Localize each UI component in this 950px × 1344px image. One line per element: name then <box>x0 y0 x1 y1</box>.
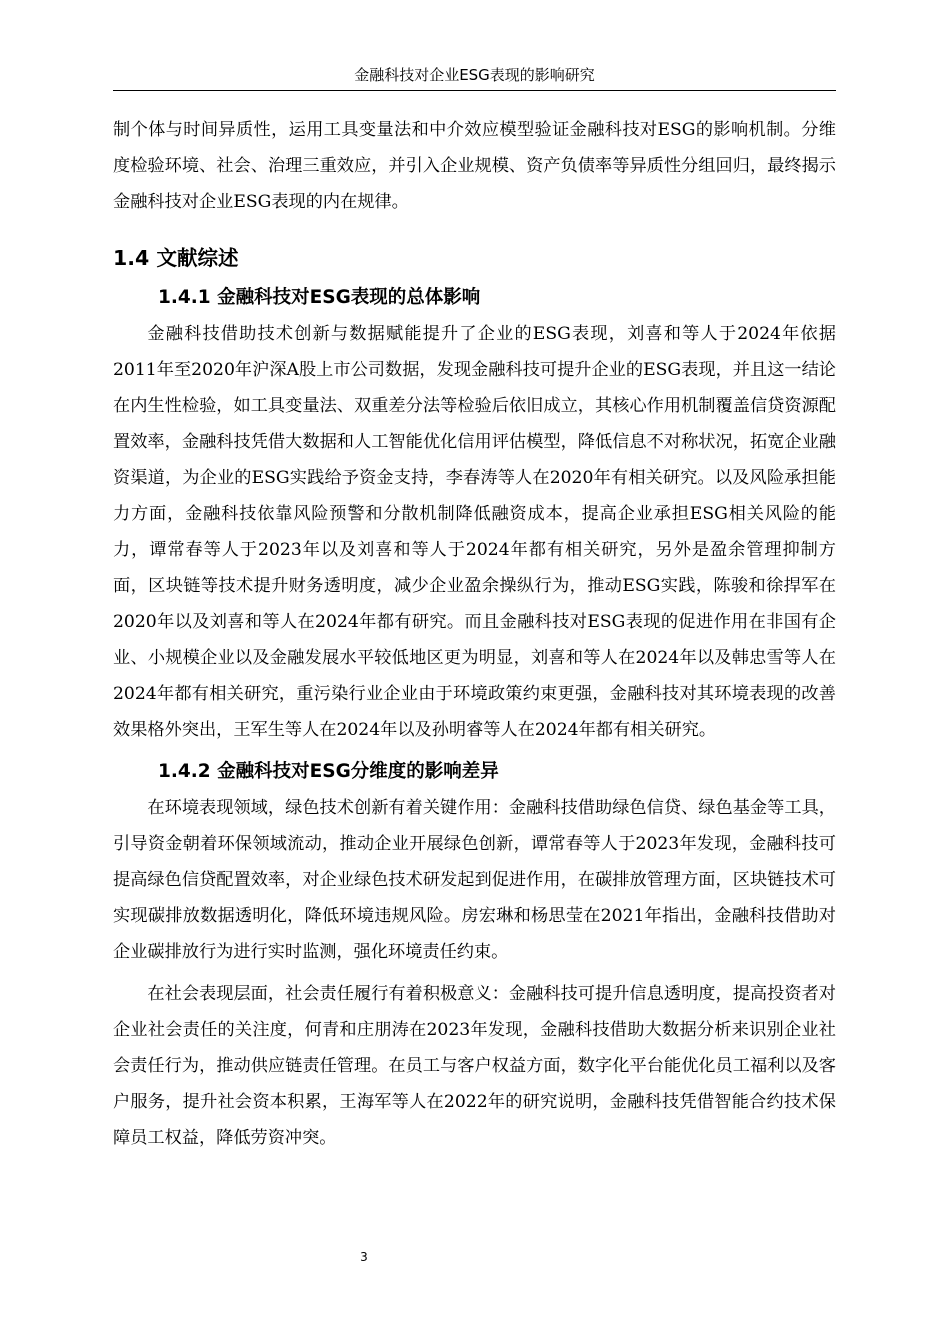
subsection-heading-1: 1.4.1 金融科技对ESG表现的总体影响 <box>158 287 481 308</box>
subsection-heading-2: 1.4.2 金融科技对ESG分维度的影响差异 <box>158 761 499 782</box>
page-number: 3 <box>360 1250 368 1264</box>
page-body <box>113 112 836 1156</box>
social-paragraph: 在社会表现层面，社会责任履行有着积极意义：金融科技可提升信息透明度，提高投资者对企业社会责任的关注度，何青和庄朋涛在2023年发现，金融科技借助大数据分析来识别企业社会责任行为，推动供应链责任管理。在员工与客户权益方面，数字化平台能优化员工福利以及客户服务，提升社会资本积累，王海军等人在2022年的研究说明，金融科技凭借智能合约技术保障员工权益，降低劳资冲突。 <box>113 984 836 1148</box>
intro-paragraph: 制个体与时间异质性，运用工具变量法和中介效应模型验证金融科技对ESG的影响机制。分维度检验环境、社会、治理三重效应，并引入企业规模、资产负债率等异质性分组回归，最终揭示金融科技对企业ESG表现的内在规律。 <box>113 120 836 212</box>
section-heading: 1.4 文献综述 <box>113 246 239 270</box>
environment-paragraph: 在环境表现领域，绿色技术创新有着关键作用：金融科技借助绿色信贷、绿色基金等工具，引导资金朝着环保领域流动，推动企业开展绿色创新，谭常春等人于2023年发现，金融科技可提高绿色信贷配置效率，对企业绿色技术研发起到促进作用，在碳排放管理方面，区块链技术可实现碳排放数据透明化，降低环境违规风险。房宏琳和杨思莹在2021年指出，金融科技借助对企业碳排放行为进行实时监测，强化环境责任约束。 <box>113 798 836 962</box>
running-header: 金融科技对企业ESG表现的影响研究 <box>354 66 595 84</box>
subsection-1-paragraph: 金融科技借助技术创新与数据赋能提升了企业的ESG表现，刘喜和等人于2024年依据2011年至2020年沪深A股上市公司数据，发现金融科技可提升企业的ESG表现，并且这一结论在内生性检验，如工具变量法、双重差分法等检验后依旧成立，其核心作用机制覆盖信贷资源配置效率，金融科技凭借大数据和人工智能优化信用评估模型，降低信息不对称状况，拓宽企业融资渠道，为企业的ESG实践给予资金支持，李春涛等人在2020年有相关研究。以及风险承担能力方面，金融科技依靠风险预警和分散机制降低融资成本，提高企业承担ESG相关风险的能力，谭常春等人于2023年以及刘喜和等人于2024年都有相关研究，另外是盈余管理抑制方面，区块链等技术提升财务透明度，减少企业盈余操纵行为，推动ESG实践，陈骏和徐捍军在2020年以及刘喜和等人在2024年都有研究。而且金融科技对ESG表现的促进作用在非国有企业、小规模企业以及金融发展水平较低地区更为明显，刘喜和等人在2024年以及韩忠雪等人在2024年都有相关研究，重污染行业企业由于环境政策约束更强，金融科技对其环境表现的改善效果格外突出，王军生等人在2024年以及孙明睿等人在2024年都有相关研究。 <box>113 324 836 740</box>
header-divider <box>113 90 836 91</box>
